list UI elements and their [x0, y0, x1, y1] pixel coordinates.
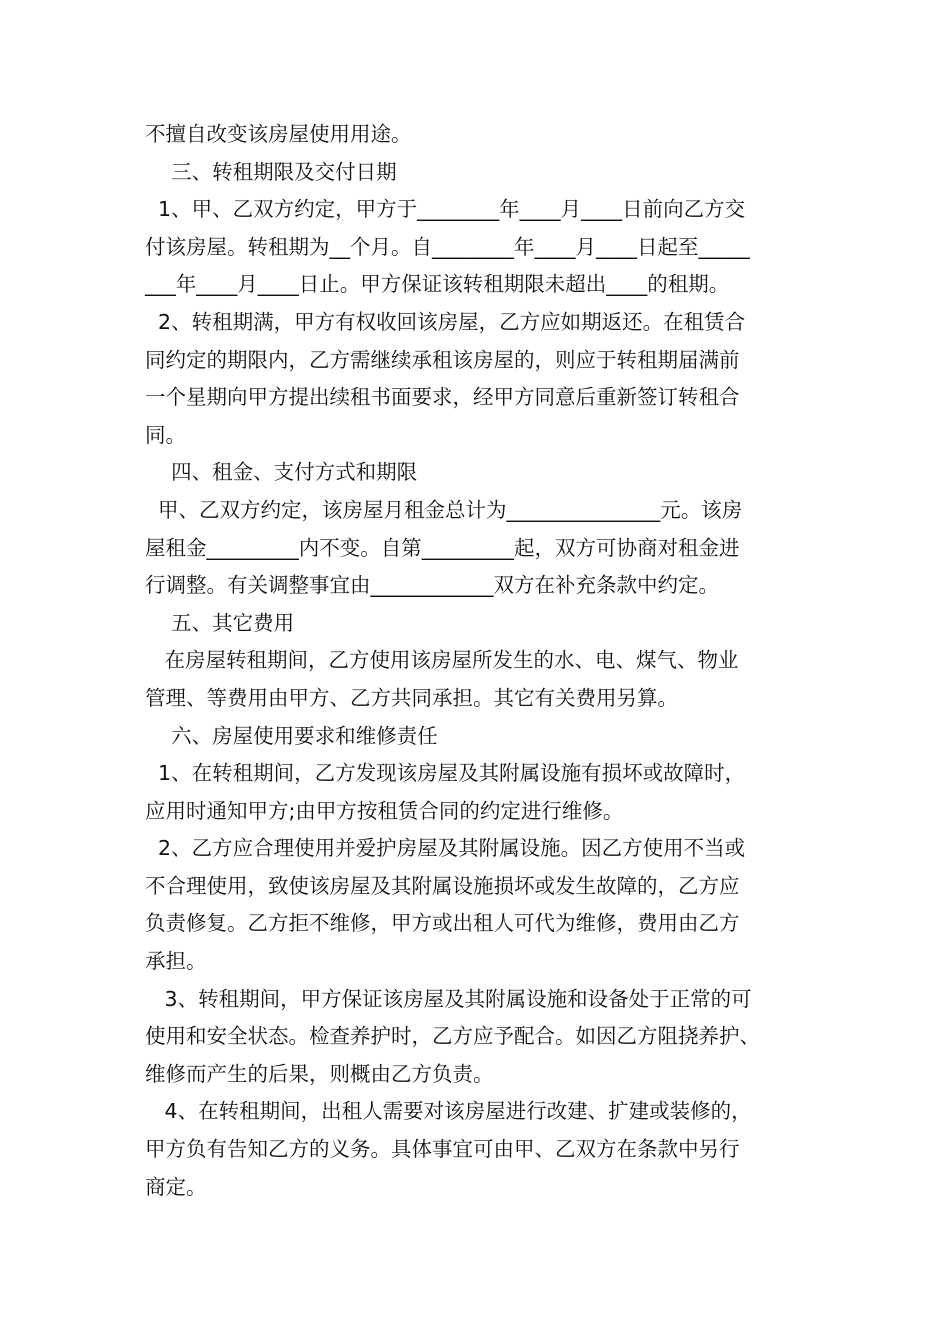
text-line: 不擅自改变该房屋使用用途。	[145, 122, 412, 146]
text-line: 不合理使用，致使该房屋及其附属设施损坏或发生故障的，乙方应	[145, 873, 740, 898]
text-line: 同约定的期限内，乙方需继续承租该房屋的，则应于转租期届满前	[145, 347, 740, 372]
text-line: 管理、等费用由甲方、乙方共同承担。其它有关费用另算。	[145, 685, 678, 710]
section-heading-usage-maintenance: 六、房屋使用要求和维修责任	[145, 723, 438, 748]
text-line: 使用和安全状态。检查养护时，乙方应予配合。如因乙方阻挠养护、	[145, 1024, 760, 1049]
text-line: 1、甲、乙双方约定，甲方于________年____月____日前向乙方交	[145, 197, 746, 222]
text-line: 1、在转租期间，乙方发现该房屋及其附属设施有损坏或故障时，	[145, 761, 746, 786]
text-line: 一个星期向甲方提出续租书面要求，经甲方同意后重新签订转租合	[145, 385, 740, 410]
text-line: ___年____月____日止。甲方保证该转租期限未超出____的租期。	[145, 272, 730, 297]
text-line: 行调整。有关调整事宜由____________双方在补充条款中约定。	[145, 573, 719, 598]
text-line: 维修而产生的后果，则概由乙方负责。	[145, 1061, 494, 1086]
text-line: 承担。	[145, 949, 207, 974]
text-line: 在房屋转租期间，乙方使用该房屋所发生的水、电、煤气、物业	[145, 648, 739, 673]
section-heading-term: 三、转租期限及交付日期	[145, 159, 397, 184]
section-heading-other-fees: 五、其它费用	[145, 610, 295, 635]
text-line: 2、乙方应合理使用并爱护房屋及其附属设施。因乙方使用不当或	[145, 836, 746, 861]
section-heading-rent: 四、租金、支付方式和期限	[145, 460, 418, 485]
text-line: 2、转租期满，甲方有权收回该房屋，乙方应如期返还。在租赁合	[145, 309, 746, 334]
text-line: 3、转租期间，甲方保证该房屋及其附属设施和设备处于正常的可	[145, 986, 752, 1011]
text-line: 屋租金_________内不变。自第_________起，双方可协商对租金进	[145, 535, 740, 560]
text-line: 付该房屋。转租期为__个月。自________年____月____日起至_____	[145, 234, 750, 259]
text-line: 同。	[145, 422, 186, 447]
text-line: 应用时通知甲方;由甲方按租赁合同的约定进行维修。	[145, 798, 624, 823]
text-line: 4、在转租期间，出租人需要对该房屋进行改建、扩建或装修的，	[145, 1099, 752, 1124]
text-line: 商定。	[145, 1174, 207, 1199]
text-line: 负责修复。乙方拒不维修，甲方或出租人可代为维修，费用由乙方	[145, 911, 740, 936]
document-body	[145, 116, 815, 1206]
text-line: 甲方负有告知乙方的义务。具体事宜可由甲、乙双方在条款中另行	[145, 1137, 740, 1162]
text-line: 甲、乙双方约定，该房屋月租金总计为_______________元。该房	[145, 497, 743, 522]
